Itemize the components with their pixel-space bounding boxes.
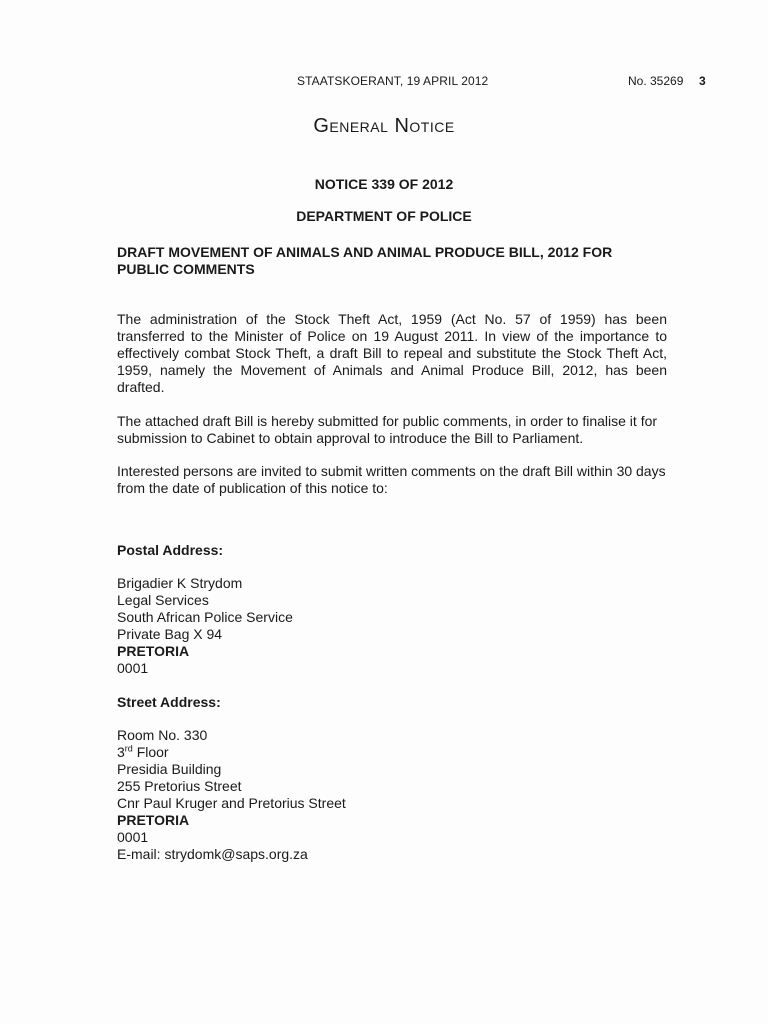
department-heading: DEPARTMENT OF POLICE xyxy=(296,208,472,224)
floor-word: Floor xyxy=(132,744,169,760)
page-number: 3 xyxy=(699,74,706,88)
gazette-number: No. 35269 xyxy=(628,74,684,88)
paragraph-invitation: Interested persons are invited to submit written comments on the draft Bill within 30 days from the date of publication of this notice to: xyxy=(117,463,666,496)
floor-number: 3 xyxy=(117,744,125,760)
postal-address xyxy=(117,575,293,677)
street-city: PRETORIA xyxy=(117,812,190,828)
postal-bag: Private Bag X 94 xyxy=(117,626,223,642)
postal-name: Brigadier K Strydom xyxy=(117,575,243,591)
street-code: 0001 xyxy=(117,829,149,845)
street-corner: Cnr Paul Kruger and Pretorius Street xyxy=(117,795,346,811)
paragraph-intro: The administration of the Stock Theft Act, 1959 (Act No. 57 of 1959) has been transferred to the Minister of Police on 19 August 2011. In view of the importance to effectively combat Stock Theft, a draft Bill to repeal and substitute the Stock Theft Act, 1959, namely the Movement of Animals and Animal Produce Bill, 2012, has been drafted. xyxy=(117,311,667,395)
street-email: E-mail: strydomk@saps.org.za xyxy=(117,846,308,862)
street-address-heading: Street Address: xyxy=(117,694,221,710)
street-floor xyxy=(117,744,346,761)
floor-suffix: rd xyxy=(124,743,133,754)
postal-city: PRETORIA xyxy=(117,643,190,659)
postal-code: 0001 xyxy=(117,660,149,676)
bill-title: DRAFT MOVEMENT OF ANIMALS AND ANIMAL PRODUCE BILL, 2012 FOR PUBLIC COMMENTS xyxy=(117,244,613,277)
notice-number: NOTICE 339 OF 2012 xyxy=(314,176,454,192)
street-room: Room No. 330 xyxy=(117,727,208,743)
general-notice-heading: General Notice xyxy=(313,115,455,137)
postal-address-heading: Postal Address: xyxy=(117,542,224,558)
street-building: Presidia Building xyxy=(117,761,222,777)
gazette-title: STAATSKOERANT, 19 APRIL 2012 xyxy=(297,74,489,88)
postal-org: South African Police Service xyxy=(117,609,293,625)
paragraph-submission: The attached draft Bill is hereby submitted for public comments, in order to finalise it for submission to Cabinet to obtain approval to introduce the Bill to Parliament. xyxy=(117,413,658,446)
street-address xyxy=(117,727,346,863)
postal-unit: Legal Services xyxy=(117,592,209,608)
street-name: 255 Pretorius Street xyxy=(117,778,242,794)
